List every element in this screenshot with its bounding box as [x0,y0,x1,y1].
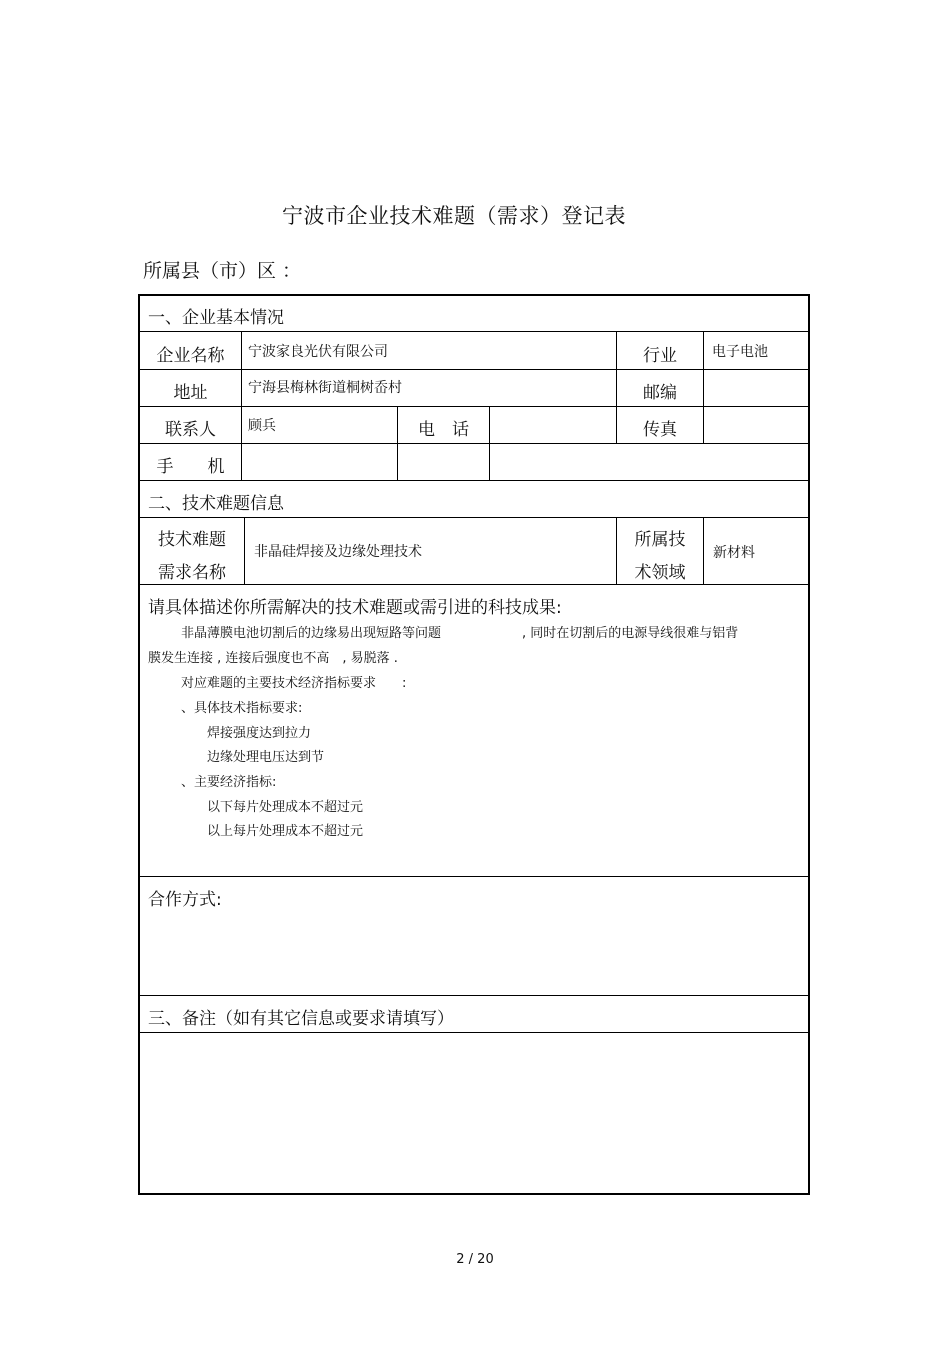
rule [140,517,810,518]
describe-text-line1a: 非晶薄膜电池切割后的边缘易出现短路等问题 [181,626,442,641]
section-2-heading: 二、技术难题信息 [148,494,284,514]
rule [244,517,245,584]
address-label: 地址 [173,383,208,403]
demand-name-label-line2: 需求名称 [158,563,226,583]
cooperation-label: 合作方式: [148,890,222,910]
phone-label: 电 话 [418,420,469,440]
tech-indicator-item: 焊接强度达到拉力 [207,726,312,741]
contact-value: 顾兵 [248,418,276,434]
fax-label: 传真 [643,420,677,440]
company-name-label: 企业名称 [156,346,225,366]
rule [140,1032,810,1033]
econ-indicator-heading: 、主要经济指标: [181,775,277,790]
page-number: 2 / 20 [456,1252,494,1267]
demand-name-value: 非晶硅焊接及边缘处理技术 [254,544,422,560]
registration-form-table [138,294,810,1195]
rule [140,876,810,877]
section-1-heading: 一、企业基本情况 [148,308,284,328]
rule [140,584,810,585]
rule [489,406,490,480]
section-3-heading: 三、备注（如有其它信息或要求请填写） [148,1009,454,1029]
form-title: 宁波市企业技术难题（需求）登记表 [282,204,626,228]
rule [140,995,810,996]
econ-indicator-item: 以下每片处理成本不超过元 [207,800,364,815]
rule [703,517,704,584]
mobile-label: 手 机 [156,457,225,477]
econ-indicator-item: 以上每片处理成本不超过元 [207,824,364,839]
field-label-line2: 术领域 [634,563,686,583]
describe-text-line2: 膜发生连接 , 连接后强度也不高 , 易脱落 . [148,651,398,666]
district-label: 所属县（市）区 ： [143,260,302,282]
field-label-line1: 所属技 [634,530,686,550]
contact-label: 联系人 [165,420,216,440]
address-value: 宁海县梅林街道桐树岙村 [248,380,402,396]
company-name-value: 宁波家良光伏有限公司 [248,344,388,360]
field-value: 新材料 [713,545,755,561]
rule [241,331,242,480]
demand-name-label-line1: 技术难题 [158,530,226,550]
describe-text-line1b: , 同时在切割后的电源导线很难与铝背 [522,626,739,641]
industry-value: 电子电池 [712,344,768,360]
tech-indicator-item: 边缘处理电压达到节 [207,750,325,765]
target-intro: 对应难题的主要技术经济指标要求 : [181,676,407,691]
rule [140,480,810,481]
postcode-label: 邮编 [643,383,677,403]
industry-label: 行业 [643,346,677,366]
rule [703,331,704,443]
tech-indicator-heading: 、具体技术指标要求: [181,701,303,716]
describe-prompt: 请具体描述你所需解决的技术难题或需引进的科技成果: [148,598,562,618]
